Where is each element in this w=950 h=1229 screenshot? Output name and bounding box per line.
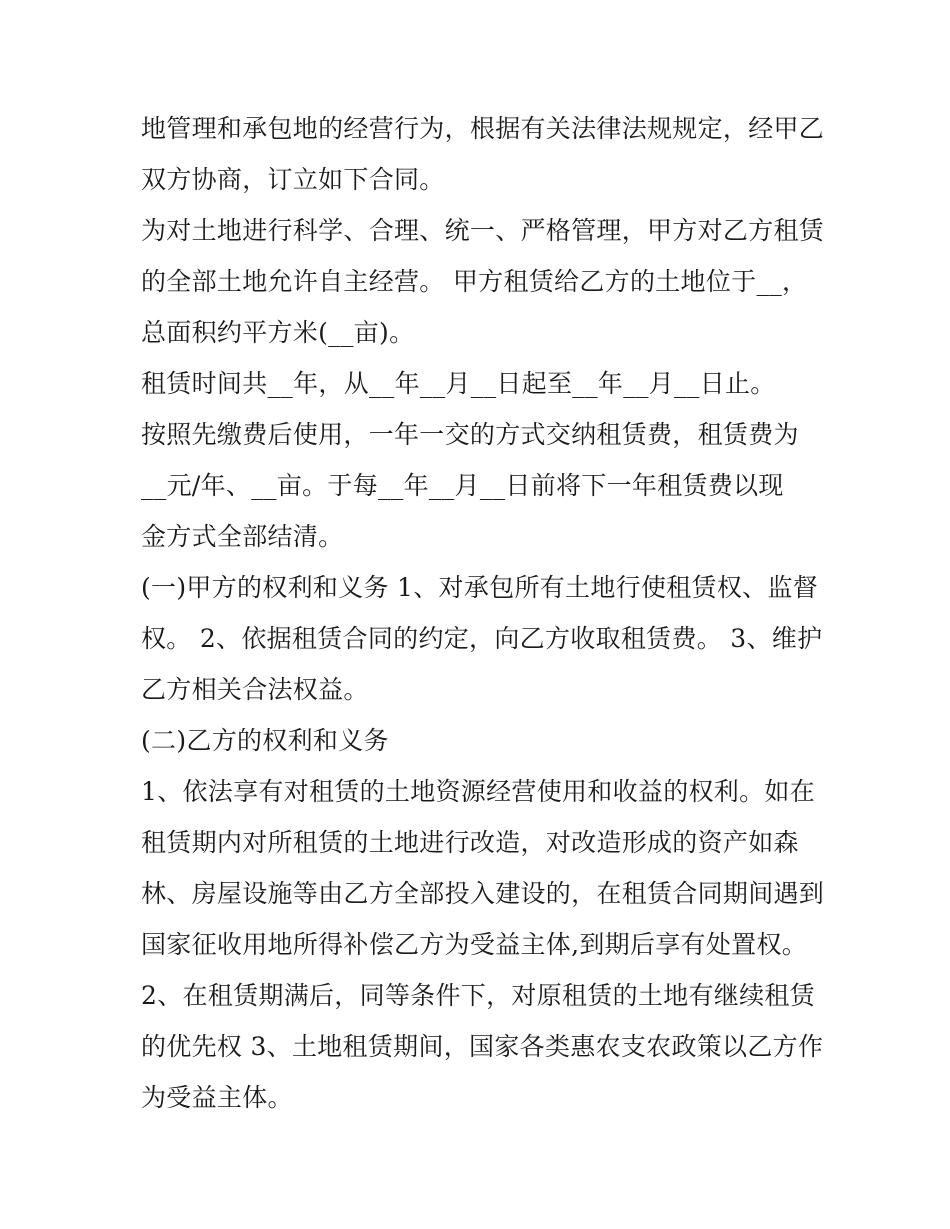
text-line-15: 租赁期内对所租赁的土地进行改造，对改造形成的资产如森 [141, 828, 799, 857]
text-line-1: 地管理和承包地的经营行为，根据有关法律法规规定，经甲乙 [141, 114, 825, 143]
text-line-18: 2、在租赁期满后，同等条件下，对原租赁的土地有继续租赁 [141, 981, 816, 1010]
document-body [141, 103, 825, 1123]
text-line-6: 租赁时间共__年，从__年__月__日起至__年__月__日止。 [141, 369, 776, 398]
text-line-3: 为对土地进行科学、合理、统一、严格管理，甲方对乙方租赁 [141, 216, 825, 245]
text-line-19: 的优先权 3、土地租赁期间，国家各类惠农支农政策以乙方作 [141, 1032, 824, 1061]
text-line-9: 金方式全部结清。 [141, 522, 344, 551]
text-line-4: 的全部土地允许自主经营。 甲方租赁给乙方的土地位于__， [141, 267, 808, 296]
text-line-2: 双方协商，订立如下合同。 [141, 165, 445, 194]
text-line-8: __元/年、__亩。于每__年__月__日前将下一年租赁费以现 [141, 471, 784, 500]
text-line-11: 权。 2、依据租赁合同的约定，向乙方收取租赁费。 3、维护 [141, 624, 823, 653]
text-line-16: 林、房屋设施等由乙方全部投入建设的，在租赁合同期间遇到 [141, 879, 825, 908]
text-line-5: 总面积约平方米(__亩)。 [141, 318, 415, 347]
text-line-12: 乙方相关合法权益。 [141, 675, 369, 704]
text-line-10: (一)甲方的权利和义务 1、对承包所有土地行使租赁权、监督 [141, 573, 819, 602]
text-line-13: (二)乙方的权利和义务 [141, 726, 389, 755]
text-line-7: 按照先缴费后使用，一年一交的方式交纳租赁费，租赁费为 [141, 420, 799, 449]
text-line-17: 国家征收用地所得补偿乙方为受益主体,到期后享有处置权。 [141, 930, 808, 959]
text-line-20: 为受益主体。 [141, 1083, 293, 1112]
text-line-14: 1、依法享有对租赁的土地资源经营使用和收益的权利。如在 [141, 777, 816, 806]
